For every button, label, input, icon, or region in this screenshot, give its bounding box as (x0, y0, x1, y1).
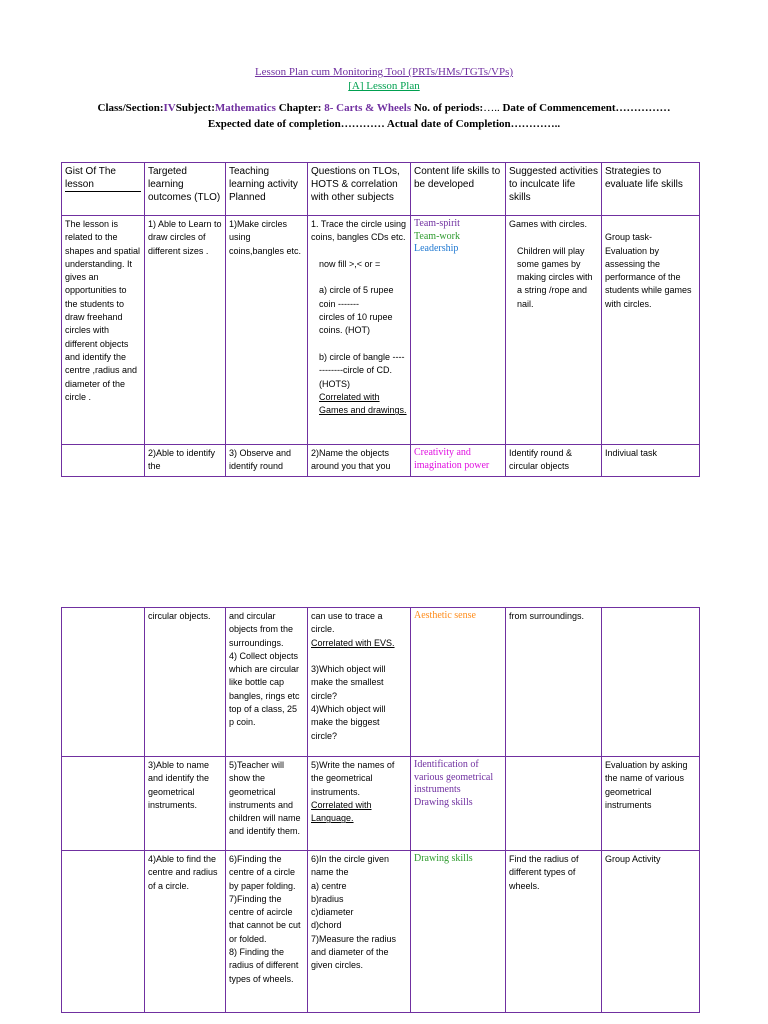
tlo-cell: 3)Able to name and identify the geometrical instruments. (145, 757, 226, 851)
strategies-cell: Evaluation by asking the name of various geometrical instruments (602, 757, 700, 851)
life-skills-cell: Creativity and imagination power (411, 445, 506, 477)
class-label: Class/Section: (97, 102, 164, 114)
tlo-cell: 2)Able to identify the (145, 445, 226, 477)
life-skills-cell: Team-spirit Team-work Leadership (411, 216, 506, 445)
table-row (62, 851, 700, 1013)
questions-cell: 1. Trace the circle using coins, bangles CDs etc. now fill >,< or = a) circle of 5 rupee coin ------- circles of 10 rupee coins. (HOT) b) circle of bangle ------------circle of CD. (HOTS) Correlated with Games and drawings. (308, 216, 411, 445)
class-value: IV (163, 102, 176, 114)
table-header-row (62, 163, 700, 216)
completion-line: Expected date of completion………… Actual date of Completion………….. (207, 118, 561, 130)
tla-cell: 1)Make circles using coins,bangles etc. (226, 216, 308, 445)
chapter-value: 8- Carts & Wheels (324, 102, 412, 114)
lesson-plan-table-part1 (61, 162, 700, 477)
activities-cell: Find the radius of different types of wheels. (506, 851, 602, 1013)
activities-cell: from surroundings. (506, 608, 602, 757)
col-header-tlo: Targeted learning outcomes (TLO) (145, 163, 226, 216)
gist-cell (62, 757, 145, 851)
strategies-cell (602, 608, 700, 757)
col-header-gist: Gist Of The lesson (62, 163, 145, 216)
lesson-plan-table-part2 (61, 607, 700, 1013)
class-line (0, 102, 768, 114)
questions-cell: 5)Write the names of the geometrical instruments. Correlated with Language. (308, 757, 411, 851)
section-title: [A] Lesson Plan (348, 80, 420, 92)
tlo-cell: circular objects. (145, 608, 226, 757)
activities-cell: Identify round & circular objects (506, 445, 602, 477)
col-header-activities: Suggested activities to inculcate life skills (506, 163, 602, 216)
table-row (62, 445, 700, 477)
life-skills-cell: Aesthetic sense (411, 608, 506, 757)
questions-cell: can use to trace a circle. Correlated with EVS. 3)Which object will make the smallest circle? 4)Which object will make the biggest circle? (308, 608, 411, 757)
table-row (62, 757, 700, 851)
table-row (62, 608, 700, 757)
life-skills-cell: Identification of various geometrical instruments Drawing skills (411, 757, 506, 851)
questions-cell: 2)Name the objects around you that you (308, 445, 411, 477)
gist-cell: The lesson is related to the shapes and spatial understanding. It gives an opportunities to the students to draw freehand circles with different objects and identify the centre ,radius and diameter of the circle . (62, 216, 145, 445)
questions-cell: 6)In the circle given name the a) centre b)radius c)diameter d)chord 7)Measure the radius and diameter of the given circles. (308, 851, 411, 1013)
gist-cell (62, 445, 145, 477)
commencement-date: Date of Commencement…………… (502, 102, 671, 114)
strategies-cell: Indiviual task (602, 445, 700, 477)
life-skills-cell: Drawing skills (411, 851, 506, 1013)
activities-cell (506, 757, 602, 851)
col-header-tla: Teaching learning activity Planned (226, 163, 308, 216)
col-header-questions: Questions on TLOs, HOTS & correlation with other subjects (308, 163, 411, 216)
subject-label: Subject: (175, 102, 215, 114)
tla-cell: 6)Finding the centre of a circle by paper folding. 7)Finding the centre of acircle that cannot be cut or folded. 8) Finding the radius of different types of wheels. (226, 851, 308, 1013)
strategies-cell: Group Activity (602, 851, 700, 1013)
tla-cell: and circular objects from the surroundings. 4) Collect objects which are circular like bottle cap bangles, rings etc top of a class, 25 p coin. (226, 608, 308, 757)
tlo-cell: 1) Able to Learn to draw circles of different sizes . (145, 216, 226, 445)
activities-cell: Games with circles. Children will play some games by making circles with a string /rope and nail. (506, 216, 602, 445)
table-row (62, 216, 700, 445)
gist-cell (62, 851, 145, 1013)
tlo-cell: 4)Able to find the centre and radius of a circle. (145, 851, 226, 1013)
tla-cell: 3) Observe and identify round (226, 445, 308, 477)
strategies-cell: Group task- Evaluation by assessing the performance of the students while games with circles. (602, 216, 700, 445)
tla-cell: 5)Teacher will show the geometrical instruments and children will name and identify them. (226, 757, 308, 851)
gist-cell (62, 608, 145, 757)
subject-value: Mathematics (214, 102, 276, 114)
periods-value: ….. (483, 102, 500, 114)
col-header-strategies: Strategies to evaluate life skills (602, 163, 700, 216)
chapter-label: Chapter: (275, 102, 322, 114)
col-header-life-skills: Content life skills to be developed (411, 163, 506, 216)
periods-label: No. of periods: (413, 102, 484, 114)
plan-title: Lesson Plan cum Monitoring Tool (PRTs/HMs/TGTs/VPs) (254, 66, 514, 78)
